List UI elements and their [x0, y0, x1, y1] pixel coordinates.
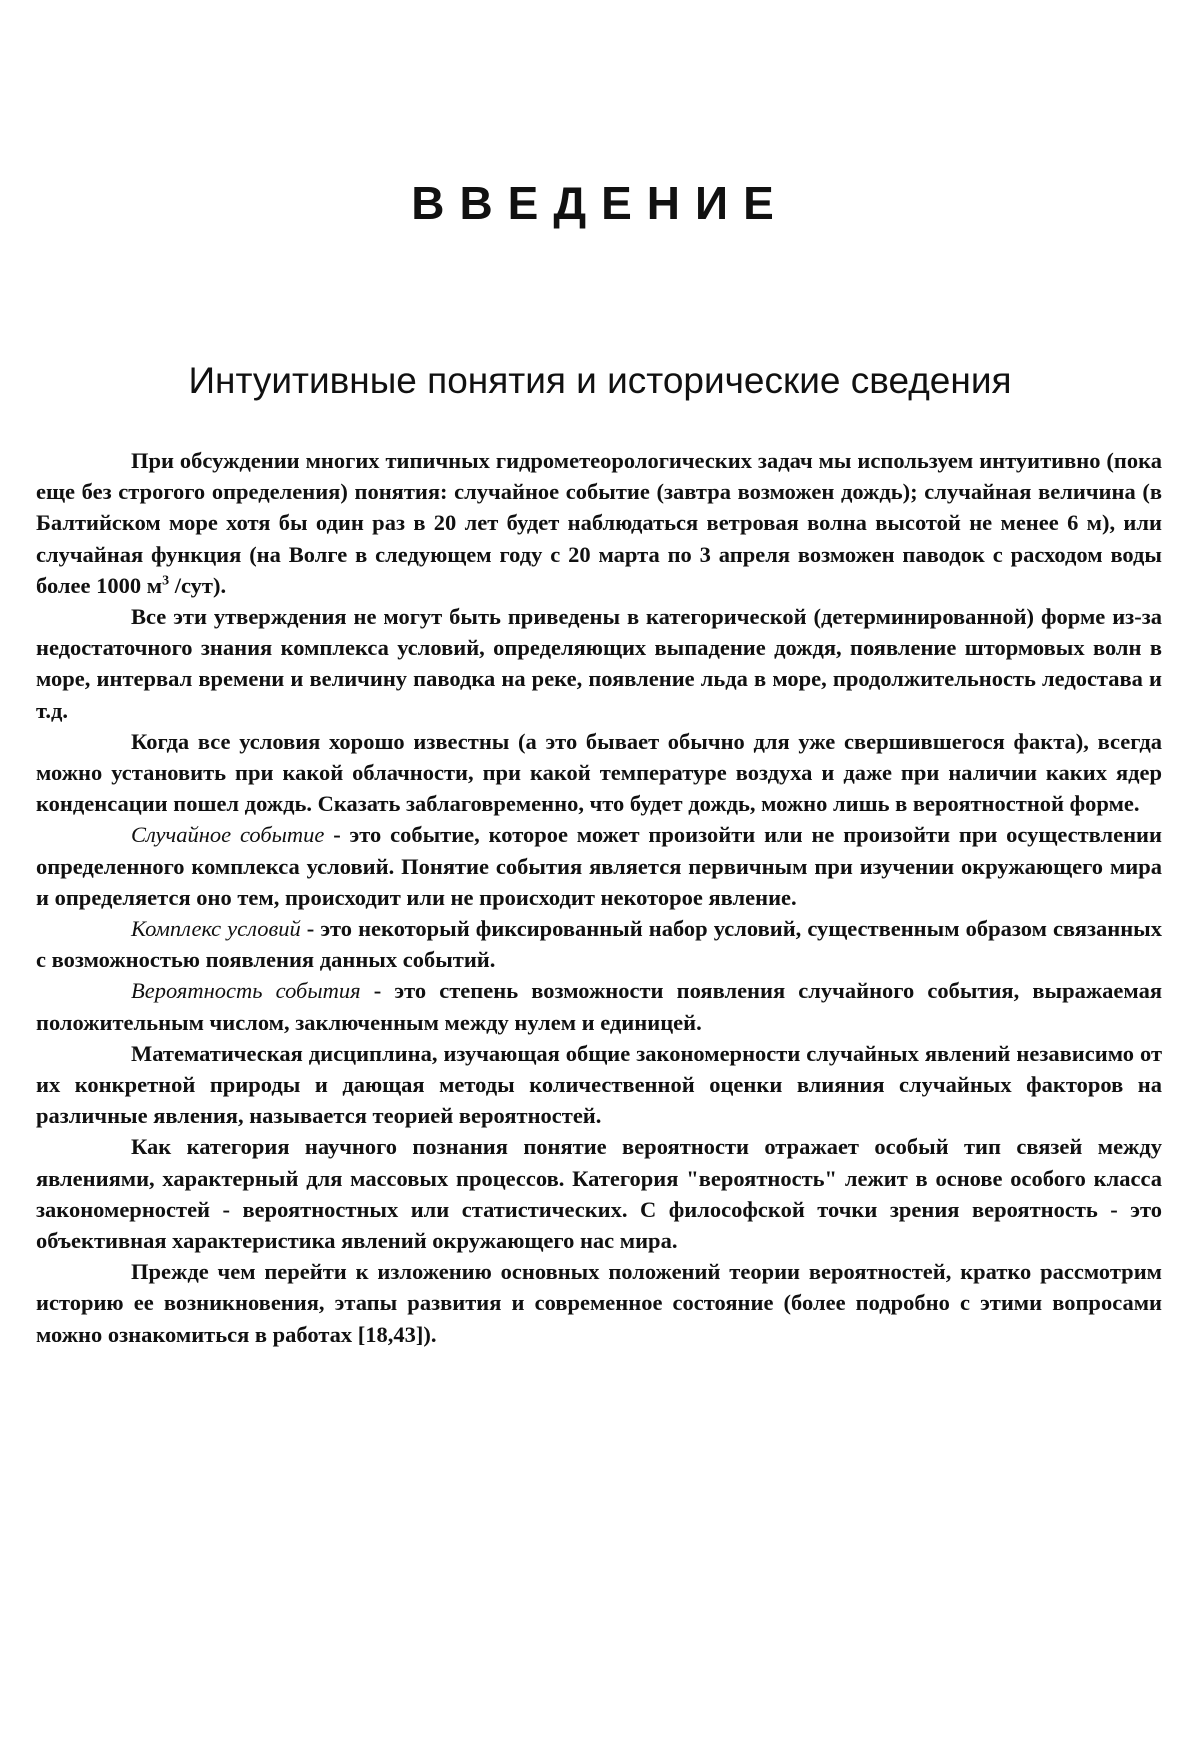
- term-condition-complex: Комплекс условий: [131, 916, 301, 942]
- paragraph-6-text: - это степень возможности появления случайного события, выражаемая положительным числом, заключенным между нулем и единицей.: [36, 978, 1162, 1035]
- body-text: [36, 445, 1162, 1350]
- paragraph-5: [36, 913, 1162, 975]
- term-event-probability: Вероятность события: [131, 978, 361, 1004]
- paragraph-2: Все эти утверждения не могут быть приведены в категорической (детерминированной) форме из-за недостаточного знания комплекса условий, определяющих выпадение дождя, появление штормовых волн в море, интервал времени и величину паводка на реке, появление льда в море, продолжительность ледостава и т.д.: [36, 604, 1162, 723]
- paragraph-3: Когда все условия хорошо известны (а это бывает обычно для уже свершившегося факта), всегда можно установить при какой облачности, при какой температуре воздуха и даже при наличии каких ядер конденсации пошел дождь. Сказать заблаговременно, что будет дождь, можно лишь в вероятностной форме.: [36, 728, 1162, 817]
- paragraph-1-end: /сут).: [169, 572, 227, 598]
- paragraph-1-text: При обсуждении многих типичных гидрометеорологических задач мы используем интуитивно (пока еще без строгого определения) понятия: случайное событие (завтра возможен дождь); случайная величина (в Балтийском море хотя бы один раз в 20 лет будет наблюдаться ветровая волна высотой не менее 6 м), или случайная функция (на Волге в следующем году с 20 марта по 3 апреля возможен паводок с расходом воды более 1000 м: [36, 448, 1162, 598]
- chapter-title: ВВЕДЕНИЕ: [411, 177, 789, 229]
- superscript-cube: 3: [162, 573, 170, 589]
- term-random-event: Случайное событие: [131, 822, 325, 848]
- paragraph-1: [36, 445, 1162, 601]
- paragraph-4: [36, 819, 1162, 913]
- section-title: Интуитивные понятия и исторические сведения: [188, 360, 1012, 401]
- paragraph-9: Прежде чем перейти к изложению основных положений теории вероятностей, кратко рассмотрим историю ее возникновения, этапы развития и современное состояние (более подробно с этими вопросами можно ознакомиться в работах [18,43]).: [36, 1259, 1162, 1347]
- paragraph-4-text: - это событие, которое может произойти или не произойти при осуществлении определенного комплекса условий. Понятие события является первичным при изучении окружающего мира и определяется оно тем, происходит или не происходит некоторое явление.: [36, 822, 1162, 910]
- paragraph-5-text: - это некоторый фиксированный набор условий, существенным образом связанных с возможностью появления данных событий.: [36, 916, 1162, 973]
- paragraph-6: [36, 975, 1162, 1037]
- paragraph-8: Как категория научного познания понятие вероятности отражает особый тип связей между явлениями, характерный для массовых процессов. Категория "вероятность" лежит в основе особого класса закономерностей - вероятностных или статистических. С философской точки зрения вероятность - это объективная характеристика явлений окружающего нас мира.: [36, 1134, 1162, 1254]
- paragraph-7: Математическая дисциплина, изучающая общие закономерности случайных явлений независимо от их конкретной природы и дающая методы количественной оценки влияния случайных факторов на различные явления, называется теорией вероятностей.: [36, 1040, 1162, 1129]
